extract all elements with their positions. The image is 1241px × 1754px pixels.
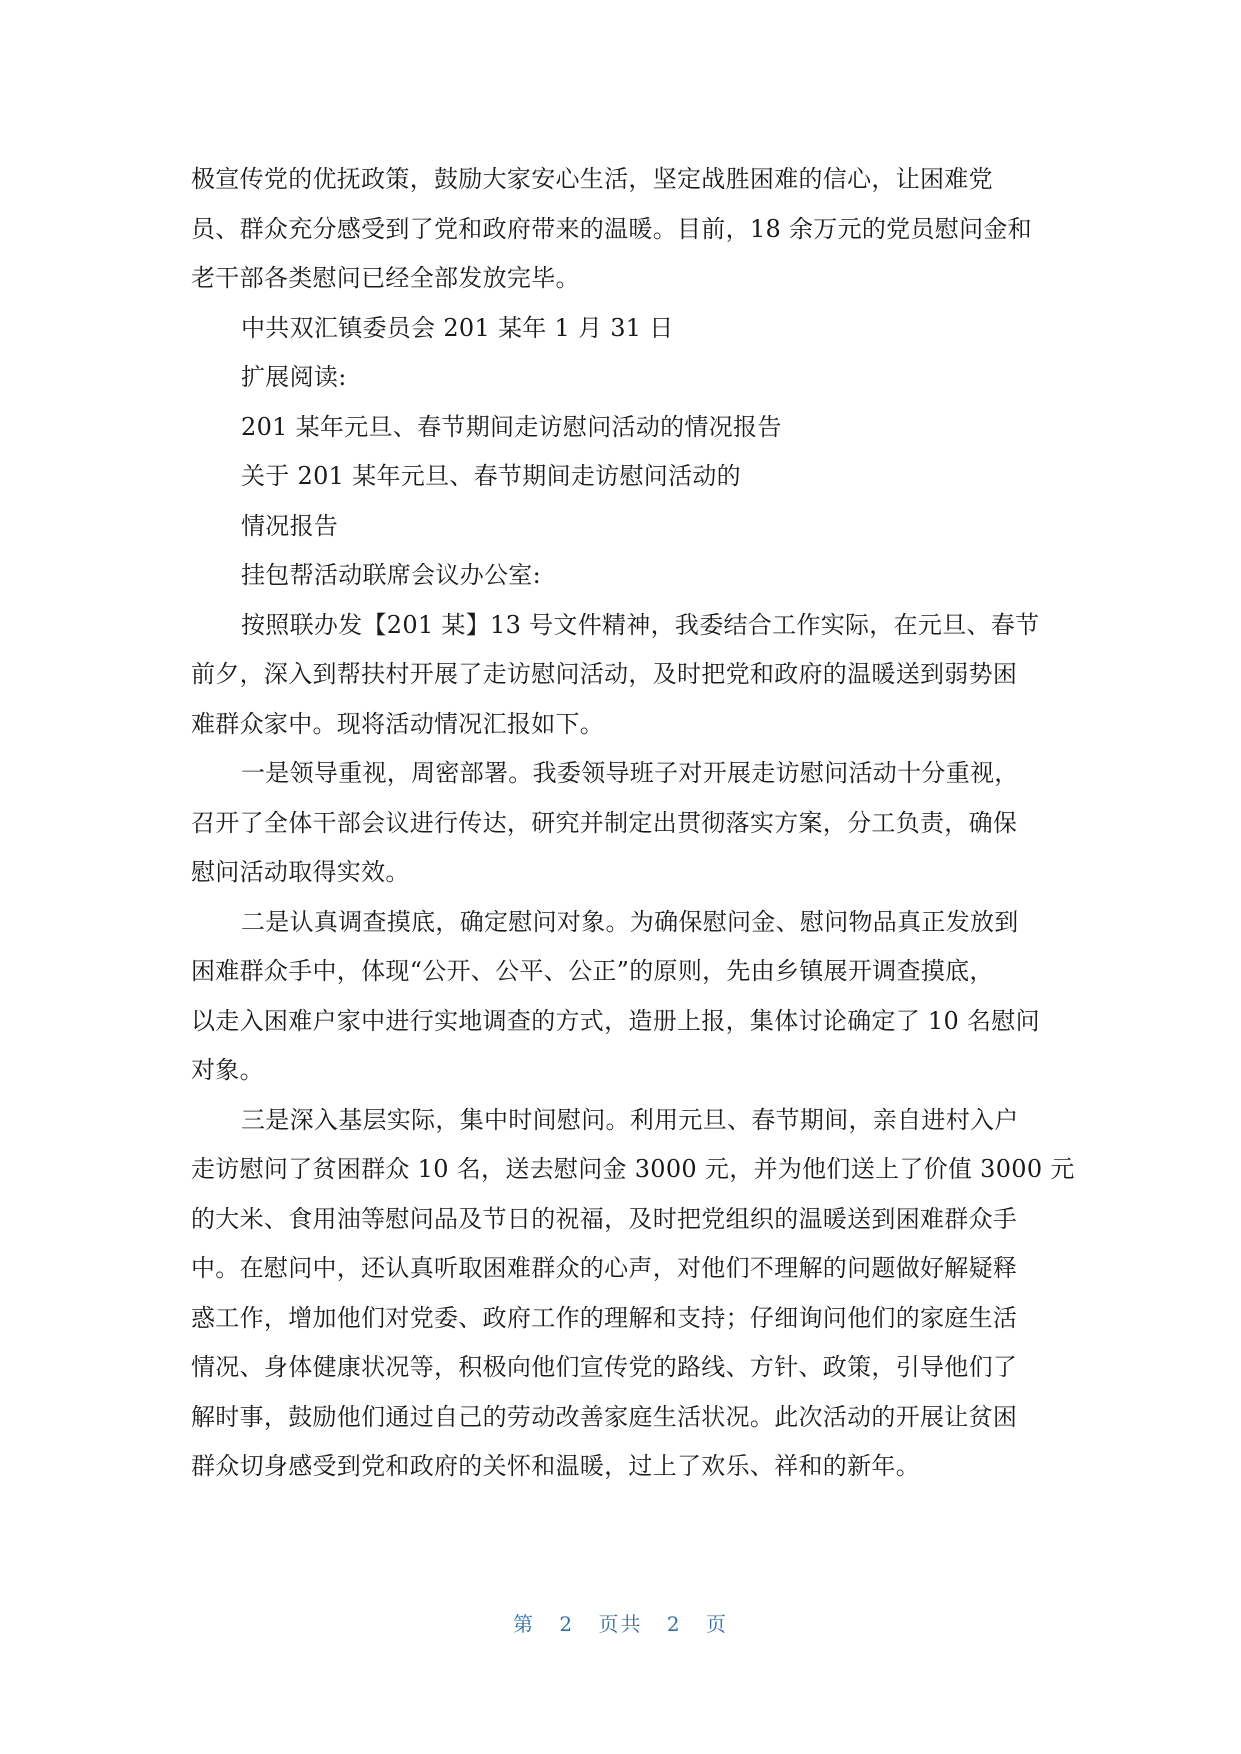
text-line: 挂包帮活动联席会议办公室: bbox=[241, 561, 541, 589]
text-line: 中。在慰问中，还认真听取困难群众的心声，对他们不理解的问题做好解疑释 bbox=[191, 1254, 1018, 1282]
text-line: 的大米、食用油等慰问品及节日的祝福，及时把党组织的温暖送到困难群众手 bbox=[191, 1204, 1018, 1233]
text-line: 情况报告 bbox=[241, 511, 339, 540]
text-line: 情况、身体健康状况等，积极向他们宣传党的路线、方针、政策，引导他们了 bbox=[191, 1353, 1018, 1381]
text-line: 员、群众充分感受到了党和政府带来的温暖。目前，18 余万元的党员慰问金和 bbox=[191, 214, 1032, 243]
text-line: 201 某年元旦、春节期间走访慰问活动的情况报告 bbox=[241, 412, 782, 441]
text-line: 解时事，鼓励他们通过自己的劳动改善家庭生活状况。此次活动的开展让贫困 bbox=[191, 1402, 1018, 1431]
text-line: 三是深入基层实际，集中时间慰问。利用元旦、春节期间，亲自进村入户 bbox=[241, 1105, 1019, 1134]
page-suffix: 页 bbox=[705, 1612, 728, 1636]
text-line: 前夕，深入到帮扶村开展了走访慰问活动，及时把党和政府的温暖送到弱势困 bbox=[191, 660, 1018, 688]
text-line: 慰问活动取得实效。 bbox=[191, 858, 410, 886]
text-line: 困难群众手中，体现“公开、公平、公正”的原则，先由乡镇展开调查摸底， bbox=[191, 957, 994, 985]
text-line: 以走入困难户家中进行实地调查的方式，造册上报，集体讨论确定了 10 名慰问 bbox=[191, 1006, 1040, 1035]
text-line: 按照联办发【201 某】13 号文件精神，我委结合工作实际，在元旦、春节 bbox=[241, 610, 1040, 639]
total-page-number: 2 bbox=[666, 1612, 682, 1636]
text-line: 惑工作，增加他们对党委、政府工作的理解和支持；仔细询问他们的家庭生活 bbox=[191, 1303, 1018, 1332]
text-line: 走访慰问了贫困群众 10 名，送去慰问金 3000 元，并为他们送上了价值 3000 元 bbox=[191, 1155, 1075, 1183]
text-line: 扩展阅读: bbox=[241, 363, 347, 391]
text-line: 群众切身感受到党和政府的关怀和温暖，过上了欢乐、祥和的新年。 bbox=[191, 1452, 920, 1480]
text-line: 关于 201 某年元旦、春节期间走访慰问活动的 bbox=[241, 462, 741, 490]
text-line: 老干部各类慰问已经全部发放完毕。 bbox=[191, 264, 580, 292]
text-line: 二是认真调查摸底，确定慰问对象。为确保慰问金、慰问物品真正发放到 bbox=[241, 907, 1019, 936]
page-prefix: 第 bbox=[513, 1612, 536, 1636]
text-line: 难群众家中。现将活动情况汇报如下。 bbox=[191, 709, 605, 738]
current-page-number: 2 bbox=[559, 1612, 575, 1636]
text-line: 一是领导重视，周密部署。我委领导班子对开展走访慰问活动十分重视， bbox=[241, 759, 1019, 787]
text-line: 极宣传党的优抚政策，鼓励大家安心生活，坚定战胜困难的信心，让困难党 bbox=[191, 165, 993, 193]
text-line: 召开了全体干部会议进行传达，研究并制定出贯彻落实方案，分工负责，确保 bbox=[191, 808, 1018, 837]
document-body bbox=[191, 155, 1075, 1492]
text-line: 对象。 bbox=[191, 1056, 264, 1084]
page-footer bbox=[0, 1608, 1241, 1637]
text-line: 中共双汇镇委员会 201 某年 1 月 31 日 bbox=[241, 313, 674, 342]
page-mid-text: 页共 bbox=[598, 1612, 643, 1636]
